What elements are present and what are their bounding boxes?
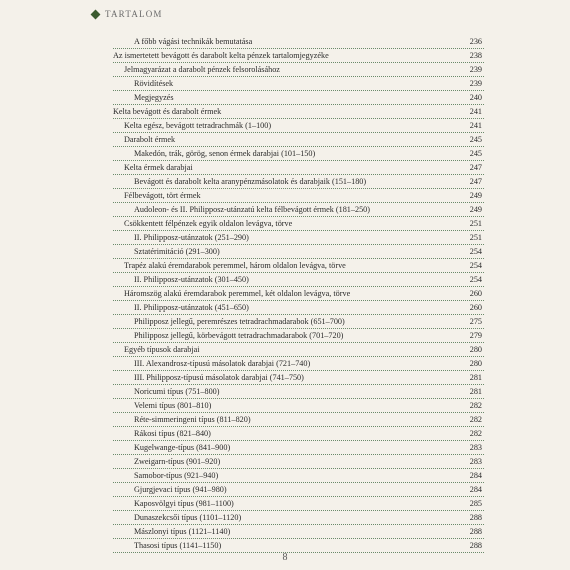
toc-entry-page: 288	[469, 527, 482, 536]
toc-entry-page: 281	[469, 387, 482, 396]
toc-entry	[113, 91, 484, 105]
toc-entry-page: 282	[469, 401, 482, 410]
toc-entry	[113, 525, 484, 539]
toc-entry-page: 251	[469, 219, 482, 228]
toc-entry-label: Dunaszekcsői típus (1101–1120)	[134, 513, 242, 522]
toc-entry-page: 282	[469, 429, 482, 438]
table-of-contents	[113, 35, 484, 553]
toc-entry	[113, 371, 484, 385]
toc-entry-label: Kelta egész, bevágott tetradrachmák (1–100)	[124, 121, 272, 130]
toc-entry-page: 281	[469, 373, 482, 382]
toc-entry-label: Zweigarn-típus (901–920)	[134, 457, 221, 466]
toc-entry-page: 284	[469, 485, 482, 494]
toc-entry	[113, 63, 484, 77]
header-title: TARTALOM	[105, 9, 163, 19]
toc-entry	[113, 469, 484, 483]
toc-entry	[113, 175, 484, 189]
running-header	[92, 9, 163, 19]
toc-entry-label: Trapéz alakú éremdarabok peremmel, három oldalon levágva, törve	[124, 261, 346, 270]
toc-entry-page: 238	[469, 51, 482, 60]
toc-entry-page: 260	[469, 303, 482, 312]
toc-entry-page: 245	[469, 149, 482, 158]
toc-entry-page: 284	[469, 471, 482, 480]
toc-entry-page: 245	[469, 135, 482, 144]
toc-entry-page: 239	[469, 79, 482, 88]
toc-entry-label: II. Philipposz-utánzatok (251–290)	[134, 233, 249, 242]
toc-entry-page: 285	[469, 499, 482, 508]
toc-entry	[113, 343, 484, 357]
toc-entry-page: 279	[469, 331, 482, 340]
diamond-bullet-icon	[91, 9, 101, 19]
toc-entry-page: 254	[469, 275, 482, 284]
toc-entry-page: 254	[469, 247, 482, 256]
toc-entry-page: 283	[469, 443, 482, 452]
toc-entry	[113, 133, 484, 147]
toc-entry	[113, 161, 484, 175]
toc-entry-label: Háromszög alakú éremdarabok peremmel, két oldalon levágva, törve	[124, 289, 351, 298]
toc-entry	[113, 483, 484, 497]
toc-entry-page: 288	[469, 513, 482, 522]
toc-entry	[113, 441, 484, 455]
toc-entry-label: Philipposz jellegű, körbevágott tetradrachmadarabok (701–720)	[134, 331, 344, 340]
toc-entry	[113, 105, 484, 119]
toc-entry	[113, 245, 484, 259]
toc-entry	[113, 315, 484, 329]
toc-entry-label: II. Philipposz-utánzatok (451–650)	[134, 303, 249, 312]
toc-entry-page: 282	[469, 415, 482, 424]
toc-entry	[113, 357, 484, 371]
toc-entry	[113, 497, 484, 511]
toc-entry-page: 236	[469, 37, 482, 46]
toc-entry-label: Makedón, trák, görög, senon érmek darabjai (101–150)	[134, 149, 316, 158]
toc-entry-label: III. Philipposz-típusú másolatok darabjai (741–750)	[134, 373, 304, 382]
toc-entry	[113, 259, 484, 273]
toc-entry	[113, 455, 484, 469]
toc-entry	[113, 413, 484, 427]
toc-entry	[113, 189, 484, 203]
toc-entry-page: 239	[469, 65, 482, 74]
toc-entry-label: A főbb vágási technikák bemutatása	[134, 37, 253, 46]
toc-entry-label: Kugelwange-típus (841–900)	[134, 443, 231, 452]
toc-entry-page: 283	[469, 457, 482, 466]
toc-entry	[113, 511, 484, 525]
toc-entry	[113, 49, 484, 63]
toc-entry-label: Velemi típus (801–810)	[134, 401, 212, 410]
toc-entry-label: Réte-simmeringeni típus (811–820)	[134, 415, 251, 424]
page-number: 8	[282, 552, 288, 563]
toc-entry-label: Rövidítések	[134, 79, 174, 88]
toc-entry-label: Csökkentett félpénzek egyik oldalon levágva, törve	[124, 219, 293, 228]
toc-entry	[113, 231, 484, 245]
toc-entry-page: 247	[469, 163, 482, 172]
toc-entry	[113, 119, 484, 133]
toc-entry	[113, 77, 484, 91]
toc-entry-page: 254	[469, 261, 482, 270]
toc-entry-page: 241	[469, 121, 482, 130]
toc-entry	[113, 203, 484, 217]
toc-entry-label: Rákosi típus (821–840)	[134, 429, 211, 438]
toc-entry-label: Egyéb típusok darabjai	[124, 345, 200, 354]
toc-entry-page: 240	[469, 93, 482, 102]
toc-entry-label: Sztatérimitáció (291–300)	[134, 247, 220, 256]
toc-entry	[113, 427, 484, 441]
toc-entry	[113, 399, 484, 413]
toc-entry-label: Philipposz jellegű, peremrészes tetradrachmadarabok (651–700)	[134, 317, 345, 326]
toc-entry	[113, 217, 484, 231]
toc-entry-label: III. Alexandrosz-típusú másolatok darabjai (721–740)	[134, 359, 311, 368]
toc-entry-page: 275	[469, 317, 482, 326]
toc-entry-label: Kaposvölgyi típus (981–1100)	[134, 499, 234, 508]
toc-entry-page: 260	[469, 289, 482, 298]
toc-entry-page: 247	[469, 177, 482, 186]
toc-entry	[113, 385, 484, 399]
toc-entry-page: 249	[469, 191, 482, 200]
toc-entry-page: 280	[469, 345, 482, 354]
toc-entry-label: Az ismertetett bevágott és darabolt kelta pénzek tartalomjegyzéke	[113, 51, 329, 60]
toc-entry	[113, 287, 484, 301]
toc-entry-label: Mászlonyi típus (1121–1140)	[134, 527, 231, 536]
toc-entry	[113, 301, 484, 315]
toc-entry-label: Gjurgjevaci típus (941–980)	[134, 485, 227, 494]
toc-entry-label: Megjegyzés	[134, 93, 174, 102]
toc-entry-page: 249	[469, 205, 482, 214]
toc-entry	[113, 147, 484, 161]
toc-entry-label: Kelta érmek darabjai	[124, 163, 193, 172]
toc-entry-page: 288	[469, 541, 482, 550]
toc-entry-label: II. Philipposz-utánzatok (301–450)	[134, 275, 249, 284]
toc-entry-label: Noricumi típus (751–800)	[134, 387, 220, 396]
toc-entry	[113, 329, 484, 343]
toc-entry	[113, 35, 484, 49]
toc-entry-label: Thasosi típus (1141–1150)	[134, 541, 222, 550]
toc-entry-page: 251	[469, 233, 482, 242]
toc-entry-page: 280	[469, 359, 482, 368]
toc-entry-label: Kelta bevágott és darabolt érmek	[113, 107, 222, 116]
toc-entry-label: Félbevágott, tört érmek	[124, 191, 201, 200]
toc-entry-label: Jelmagyarázat a darabolt pénzek felsorolásához	[124, 65, 280, 74]
toc-entry-page: 241	[469, 107, 482, 116]
toc-entry-label: Bevágott és darabolt kelta aranypénzmásolatok és darabjaik (151–180)	[134, 177, 367, 186]
toc-entry	[113, 273, 484, 287]
toc-entry-label: Audoleon- és II. Philipposz-utánzatú kelta félbevágott érmek (181–250)	[134, 205, 371, 214]
toc-entry-label: Darabolt érmek	[124, 135, 176, 144]
toc-entry	[113, 539, 484, 553]
toc-entry-label: Samobor-típus (921–940)	[134, 471, 219, 480]
